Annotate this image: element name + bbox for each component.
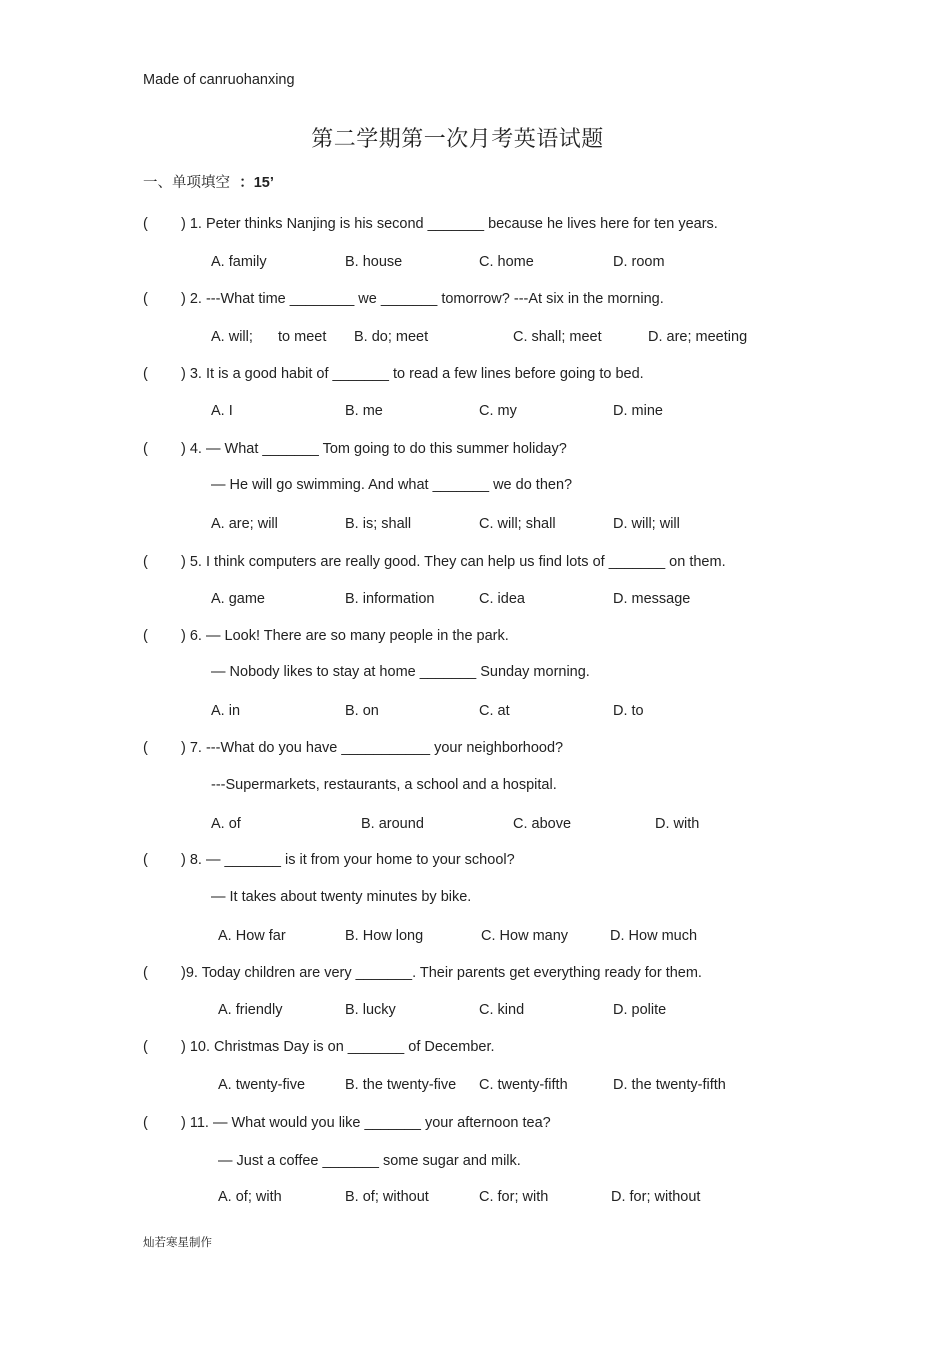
question-line2: — He will go swimming. And what _______ we do then? (211, 477, 573, 493)
option-a[interactable]: A. I (211, 403, 233, 419)
option-b[interactable]: B. the twenty-five (345, 1077, 457, 1093)
option-c[interactable]: C. How many (481, 928, 569, 944)
option-c[interactable]: C. idea (479, 591, 525, 607)
question-stem: ) 10. Christmas Day is on _______ of December. (181, 1039, 495, 1055)
question-line2: — Just a coffee _______ some sugar and milk. (218, 1153, 521, 1169)
question-stem: ) 2. ---What time ________ we _______ tomorrow? ---At six in the morning. (181, 291, 664, 307)
option-d[interactable]: D. polite (613, 1002, 667, 1018)
option-d[interactable]: D. with (655, 816, 700, 832)
option-a[interactable]: A. in (211, 703, 241, 719)
option-a[interactable]: A. of (211, 816, 241, 832)
option-c[interactable]: C. home (479, 254, 534, 270)
option-a[interactable]: A. are; will (211, 516, 278, 532)
page-title: 第二学期第一次月考英语试题 (311, 127, 604, 152)
question-stem: ) 5. I think computers are really good. They can help us find lots of _______ on them. (181, 554, 726, 570)
answer-bracket[interactable]: ( (143, 628, 148, 644)
answer-bracket[interactable]: ( (143, 852, 148, 868)
section-label: 一、单项填空 (143, 175, 230, 191)
page-header: Made of canruohanxing (143, 72, 295, 88)
option-d[interactable]: D. mine (613, 403, 663, 419)
question-stem: ) 7. ---What do you have ___________ your neighborhood? (181, 740, 564, 756)
page-footer: 灿若寒星制作 (143, 1235, 212, 1249)
option-a-continued[interactable]: to meet (278, 329, 327, 345)
question-stem: ) 4. — What _______ Tom going to do this summer holiday? (181, 441, 567, 457)
question-stem: ) 3. It is a good habit of _______ to read a few lines before going to bed. (181, 366, 644, 382)
option-c[interactable]: C. above (513, 816, 572, 832)
answer-bracket[interactable]: ( (143, 740, 148, 756)
option-d[interactable]: D. to (613, 703, 644, 719)
option-b[interactable]: B. do; meet (354, 329, 429, 345)
option-d[interactable]: D. room (613, 254, 665, 270)
question-stem: ) 1. Peter thinks Nanjing is his second _______ because he lives here for ten years. (181, 216, 718, 232)
option-b[interactable]: B. information (345, 591, 435, 607)
answer-bracket[interactable]: ( (143, 366, 148, 382)
option-b[interactable]: B. on (345, 703, 379, 719)
question-stem: ) 6. — Look! There are so many people in the park. (181, 628, 509, 644)
option-c[interactable]: C. my (479, 403, 517, 419)
question-line2: — It takes about twenty minutes by bike. (211, 889, 472, 905)
answer-bracket[interactable]: ( (143, 291, 148, 307)
option-a[interactable]: A. will; (211, 329, 253, 345)
question-line2: ---Supermarkets, restaurants, a school and a hospital. (211, 777, 557, 793)
option-a[interactable]: A. How far (218, 928, 286, 944)
answer-bracket[interactable]: ( (143, 216, 148, 232)
option-d[interactable]: D. for; without (611, 1189, 701, 1205)
option-a[interactable]: A. twenty-five (218, 1077, 306, 1093)
option-c[interactable]: C. will; shall (479, 516, 556, 532)
option-c[interactable]: C. at (479, 703, 510, 719)
option-c[interactable]: C. kind (479, 1002, 525, 1018)
option-a[interactable]: A. family (211, 254, 267, 270)
option-c[interactable]: C. shall; meet (513, 329, 602, 345)
option-d[interactable]: D. are; meeting (648, 329, 748, 345)
answer-bracket[interactable]: ( (143, 1039, 148, 1055)
answer-bracket[interactable]: ( (143, 965, 148, 981)
answer-bracket[interactable]: ( (143, 441, 148, 457)
option-b[interactable]: B. How long (345, 928, 424, 944)
option-b[interactable]: B. around (361, 816, 424, 832)
option-d[interactable]: D. How much (610, 928, 698, 944)
answer-bracket[interactable]: ( (143, 1115, 148, 1131)
option-a[interactable]: A. friendly (218, 1002, 283, 1018)
option-b[interactable]: B. lucky (345, 1002, 396, 1018)
question-stem: ) 11. — What would you like _______ your afternoon tea? (181, 1115, 551, 1131)
question-stem: ) 8. — _______ is it from your home to your school? (181, 852, 515, 868)
option-c[interactable]: C. for; with (479, 1189, 549, 1205)
option-b[interactable]: B. house (345, 254, 403, 270)
section-heading (143, 176, 274, 191)
option-b[interactable]: B. me (345, 403, 383, 419)
section-score: ：15’ (239, 175, 274, 191)
option-a[interactable]: A. game (211, 591, 265, 607)
question-line2: — Nobody likes to stay at home _______ Sunday morning. (211, 664, 590, 680)
option-d[interactable]: D. message (613, 591, 691, 607)
option-d[interactable]: D. the twenty-fifth (613, 1077, 726, 1093)
option-c[interactable]: C. twenty-fifth (479, 1077, 568, 1093)
option-d[interactable]: D. will; will (613, 516, 680, 532)
option-b[interactable]: B. is; shall (345, 516, 412, 532)
option-b[interactable]: B. of; without (345, 1189, 429, 1205)
answer-bracket[interactable]: ( (143, 554, 148, 570)
question-stem: )9. Today children are very _______. Their parents get everything ready for them. (181, 965, 702, 981)
option-a[interactable]: A. of; with (218, 1189, 282, 1205)
